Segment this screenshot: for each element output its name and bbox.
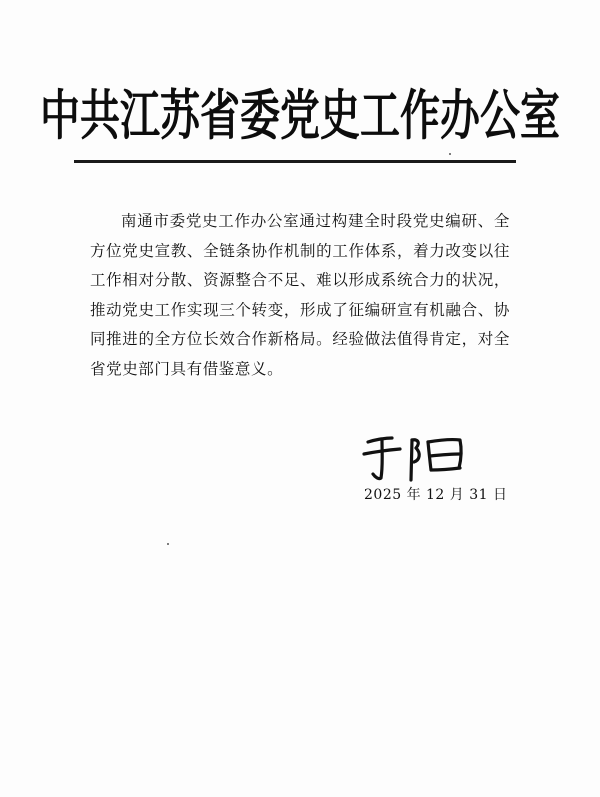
handwritten-signature (360, 430, 470, 485)
signing-date: 2025 年 12 月 31 日 (364, 487, 508, 503)
header-rule (74, 160, 516, 163)
body-paragraph: 南通市委党史工作办公室通过构建全时段党史编研、全方位党史宣教、全链条协作机制的工作体系，着力改变以往工作相对分散、资源整合不足、难以形成系统合力的状况，推动党史工作实现三个转变，形成了征编研宣有机融合、协同推进的全方位长效合作新格局。经验做法值得肯定，对全省党史部门具有借鉴意义。 (90, 212, 510, 378)
scan-speck (449, 153, 451, 155)
letterhead-title: 中共江苏省委党史工作办公室 (40, 85, 560, 148)
scan-speck (167, 543, 169, 545)
